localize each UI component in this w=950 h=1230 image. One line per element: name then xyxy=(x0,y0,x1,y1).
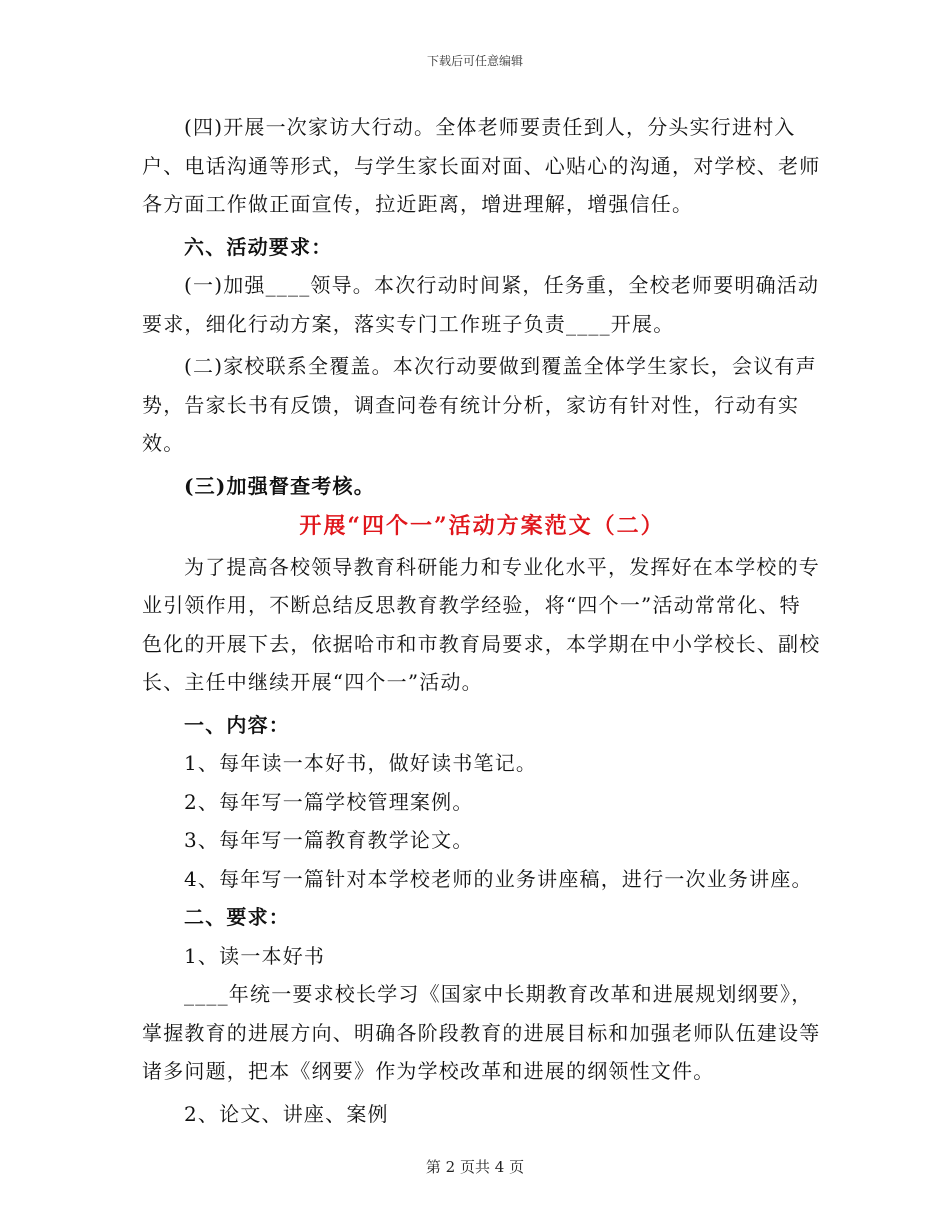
subheading-papers-lectures: 2、论文、讲座、案例 xyxy=(184,1101,389,1126)
subheading-read-book: 1、读一本好书 xyxy=(184,943,326,968)
document-body xyxy=(142,108,822,1133)
list-item: 1、每年读一本好书，做好读书笔记。 xyxy=(184,751,538,775)
list-item: 4、每年写一篇针对本学校老师的业务讲座稿，进行一次业务讲座。 xyxy=(184,866,813,891)
paragraph-outline-study: ____年统一要求校长学习《国家中长期教育改革和进展规划纲要》，掌握教育的进展方向、明确各阶段教育的进展目标和加强老师队伍建设等诸多问题，把本《纲要》作为学校改革和进展的纲领性文件。 xyxy=(142,982,821,1083)
paragraph-strengthen-leadership: (一)加强____领导。本次行动时间紧，任务重，全校老师要明确活动要求，细化行动方案，落实专门工作班子负责____开展。 xyxy=(142,273,820,336)
section-title: 开展“四个一”活动方案范文（二） xyxy=(299,513,665,539)
page-header: 下载后可任意编辑 xyxy=(426,54,523,68)
paragraph-home-school-coverage: (二)家校联系全覆盖。本次行动要做到覆盖全体学生家长，会议有声势，告家长书有反馈，调查问卷有统计分析，家访有针对性，行动有实效。 xyxy=(142,354,817,455)
paragraph-intro: 为了提高各校领导教育科研能力和专业化水平，发挥好在本学校的专业引领作用，不断总结反思教育教学经验，将“四个一”活动常常化、特色化的开展下去，依据哈市和市教育局要求，本学期在中小学校长、副校长、主任中继续开展“四个一”活动。 xyxy=(142,554,821,694)
list-item: 3、每年写一篇教育教学论文。 xyxy=(184,828,474,852)
heading-supervision: (三)加强督查考核。 xyxy=(184,473,375,498)
paragraph-home-visit: (四)开展一次家访大行动。全体老师要责任到人，分头实行进村入户、电话沟通等形式，与学生家长面对面、心贴心的沟通，对学校、老师各方面工作做正面宣传，拉近距离，增进理解，增强信任。 xyxy=(142,115,821,216)
heading-activity-requirements: 六、活动要求： xyxy=(184,234,333,259)
heading-content: 一、内容： xyxy=(184,712,290,737)
list-item: 2、每年写一篇学校管理案例。 xyxy=(184,789,474,814)
heading-requirements: 二、要求： xyxy=(184,905,290,929)
page-footer: 第 2 页共 4 页 xyxy=(425,1158,525,1176)
